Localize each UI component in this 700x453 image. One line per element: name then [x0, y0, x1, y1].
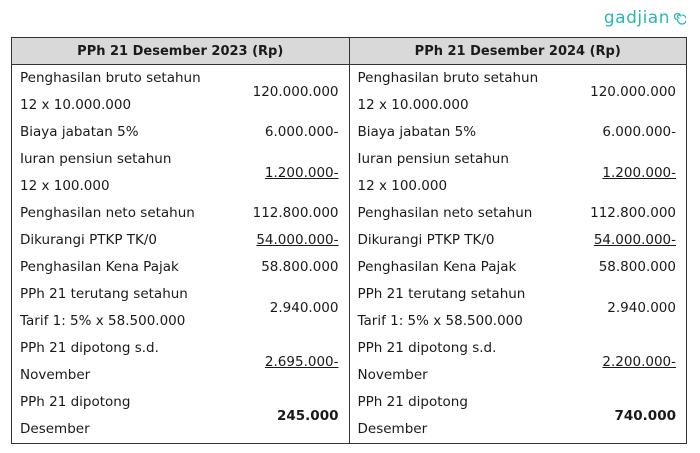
- label: Biaya jabatan 5%: [357, 124, 477, 140]
- value: 58.800.000: [598, 259, 676, 275]
- label: PPh 21 dipotong s.d.: [20, 340, 159, 356]
- header-2024: PPh 21 Desember 2024 (Rp): [349, 38, 687, 65]
- swirl-icon: [672, 11, 686, 25]
- value: 6.000.000-: [602, 124, 676, 140]
- row-ptkp: [12, 227, 349, 254]
- label: Penghasilan Kena Pajak: [357, 259, 517, 275]
- value: 2.940.000: [269, 299, 339, 316]
- sublabel: November: [20, 367, 91, 383]
- row-des: [12, 389, 349, 443]
- table-header-row: [12, 38, 687, 65]
- sublabel: 12 x 100.000: [20, 178, 110, 194]
- row-pensiun: [12, 146, 349, 200]
- row-bruto: [350, 65, 687, 119]
- value: 112.800.000: [590, 205, 676, 221]
- value: 1.200.000-: [264, 164, 339, 181]
- value: 740.000: [614, 407, 676, 424]
- sublabel: 12 x 10.000.000: [20, 97, 132, 113]
- brand-logo: [604, 8, 686, 28]
- label: PPh 21 dipotong: [20, 394, 131, 410]
- value: 58.800.000: [261, 259, 339, 275]
- column-2023: [12, 65, 350, 444]
- row-nov: [350, 335, 687, 389]
- value: 1.200.000-: [602, 164, 676, 181]
- label: Iuran pensiun setahun: [357, 151, 509, 167]
- value: 245.000: [277, 407, 339, 424]
- row-jabatan: [12, 119, 349, 146]
- value: 2.200.000-: [602, 353, 676, 370]
- row-pensiun: [350, 146, 687, 200]
- header-2023: PPh 21 Desember 2023 (Rp): [12, 38, 350, 65]
- value: 112.800.000: [252, 205, 339, 221]
- label: Iuran pensiun setahun: [20, 151, 172, 167]
- table-body-row: [12, 65, 687, 444]
- sublabel: Desember: [20, 421, 90, 437]
- value: 54.000.000-: [256, 232, 339, 248]
- column-2024: [349, 65, 687, 444]
- row-nov: [12, 335, 349, 389]
- sublabel: Desember: [357, 421, 428, 437]
- sublabel: 12 x 10.000.000: [357, 97, 469, 113]
- label: Dikurangi PTKP TK/0: [357, 232, 495, 248]
- label: Biaya jabatan 5%: [20, 124, 139, 140]
- row-neto: [350, 200, 687, 227]
- sublabel: Tarif 1: 5% x 58.500.000: [20, 313, 186, 329]
- row-neto: [12, 200, 349, 227]
- label: Penghasilan bruto setahun: [357, 70, 539, 86]
- value: 2.695.000-: [264, 353, 339, 370]
- row-ptkp: [350, 227, 687, 254]
- sublabel: 12 x 100.000: [357, 178, 448, 194]
- value: 2.940.000: [607, 299, 676, 316]
- row-pkp: [12, 254, 349, 281]
- row-bruto: [12, 65, 349, 119]
- value: 120.000.000: [252, 83, 339, 100]
- value: 120.000.000: [590, 83, 676, 100]
- sublabel: November: [357, 367, 428, 383]
- label: Dikurangi PTKP TK/0: [20, 232, 158, 248]
- row-jabatan: [350, 119, 687, 146]
- row-terutang: [350, 281, 687, 335]
- value: 6.000.000-: [264, 124, 339, 140]
- label: Penghasilan bruto setahun: [20, 70, 201, 86]
- row-terutang: [12, 281, 349, 335]
- label: PPh 21 terutang setahun: [357, 286, 526, 302]
- sublabel: Tarif 1: 5% x 58.500.000: [357, 313, 523, 329]
- label: Penghasilan Kena Pajak: [20, 259, 179, 275]
- label: PPh 21 dipotong: [357, 394, 468, 410]
- value: 54.000.000-: [593, 232, 676, 248]
- row-des: [350, 389, 687, 443]
- label: Penghasilan neto setahun: [357, 205, 533, 221]
- label: Penghasilan neto setahun: [20, 205, 195, 221]
- pph21-comparison-table: [11, 37, 687, 444]
- row-pkp: [350, 254, 687, 281]
- label: PPh 21 terutang setahun: [20, 286, 188, 302]
- label: PPh 21 dipotong s.d.: [357, 340, 497, 356]
- brand-name: gadjian: [603, 8, 670, 28]
